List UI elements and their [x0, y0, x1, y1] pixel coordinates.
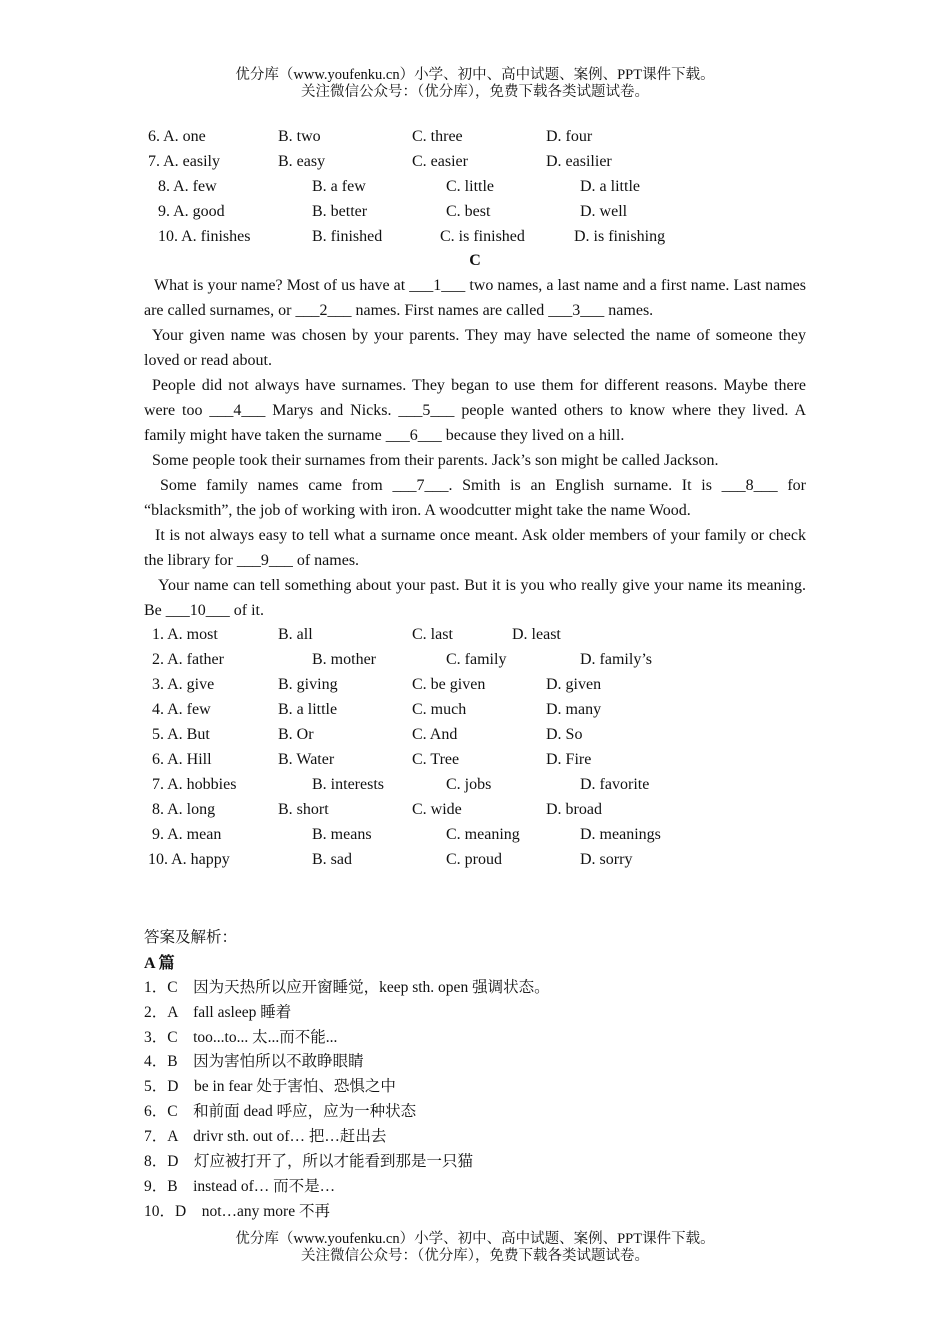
passage-paragraph: Your name can tell something about your past. But it is you who really give your name its meaning. Be ___10___ of it.	[144, 577, 806, 619]
footer-line-2: 关注微信公众号：（优分库），免费下载各类试题试卷。	[301, 1248, 649, 1264]
answer-item: 7．A drivr sth. out of… 把…赶出去	[144, 1128, 387, 1145]
answer-item: 4．B 因为害怕所以不敢睁眼睛	[144, 1053, 364, 1070]
passage-paragraph: Some family names came from ___7___. Smith is an English surname. It is ___8___ for “blacksmith”, the job of working with iron. A woodcutter might take the name Wood.	[144, 477, 806, 519]
option-a: 10. A. finishes	[158, 228, 251, 245]
answer-item: 10．D not…any more 不再	[144, 1203, 330, 1220]
passage-paragraph: Some people took their surnames from their parents. Jack’s son might be called Jackson.	[152, 452, 719, 469]
option-d: D. a little	[580, 178, 640, 195]
option-c: C. three	[412, 128, 463, 145]
option-a: 7. A. easily	[148, 153, 220, 170]
option-a: 5. A. But	[152, 726, 210, 743]
option-a: 2. A. father	[152, 651, 224, 668]
passage-paragraph: People did not always have surnames. They began to use them for different reasons. Maybe there were too ___4___ Marys and Nicks. ___5___ people wanted others to know where they lived. A family might have taken the surname ___6___ because they lived on a hill.	[144, 377, 806, 444]
option-b: B. giving	[278, 676, 338, 693]
option-row	[152, 651, 832, 676]
option-d: D. sorry	[580, 851, 633, 868]
page-header	[0, 67, 950, 101]
option-b: B. means	[312, 826, 372, 843]
footer-line-1: 优分库（www.youfenku.cn）小学、初中、高中试题、案例、PPT课件下载。	[235, 1231, 715, 1247]
option-b: B. mother	[312, 651, 376, 668]
answer-item: 6．C 和前面 dead 呼应，应为一种状态	[144, 1103, 417, 1120]
section-c-heading: C	[469, 252, 481, 269]
option-b: B. easy	[278, 153, 326, 170]
option-c: C. much	[412, 701, 467, 718]
option-d: D. given	[546, 676, 602, 693]
option-row	[148, 851, 828, 876]
answer-item: 5．D be in fear 处于害怕、恐惧之中	[144, 1078, 396, 1095]
option-c: C. little	[446, 178, 494, 195]
option-row	[158, 228, 838, 253]
passage-paragraph: It is not always easy to tell what a surname once meant. Ask older members of your family or check the library for ___9___ of names.	[144, 527, 806, 569]
option-d: D. broad	[546, 801, 602, 818]
option-c: C. And	[412, 726, 458, 743]
option-b: B. two	[278, 128, 321, 145]
option-b: B. Water	[278, 751, 335, 768]
option-d: D. meanings	[580, 826, 661, 843]
option-c: C. proud	[446, 851, 502, 868]
option-c: C. easier	[412, 153, 468, 170]
option-d: D. favorite	[580, 776, 650, 793]
answer-item: 8．D 灯应被打开了，所以才能看到那是一只猫	[144, 1153, 473, 1170]
option-c: C. family	[446, 651, 507, 668]
option-row	[158, 203, 838, 228]
header-line-2: 关注微信公众号：（优分库），免费下载各类试题试卷。	[301, 84, 649, 100]
option-b: B. Or	[278, 726, 314, 743]
option-a: 4. A. few	[152, 701, 211, 718]
header-line-1: 优分库（www.youfenku.cn）小学、初中、高中试题、案例、PPT课件下载。	[235, 67, 715, 83]
option-d: D. well	[580, 203, 628, 220]
option-a: 8. A. few	[158, 178, 217, 195]
option-row	[152, 676, 832, 701]
option-c: C. jobs	[446, 776, 492, 793]
passage-paragraph: Your given name was chosen by your parents. They may have selected the name of someone they loved or read about.	[144, 327, 806, 369]
answer-item: 1．C 因为天热所以应开窗睡觉，keep sth. open 强调状态。	[144, 979, 550, 996]
page-footer	[0, 1231, 950, 1265]
option-a: 3. A. give	[152, 676, 215, 693]
passage-paragraph: What is your name? Most of us have at ___1___ two names, a last name and a first name. Last names are called surnames, or ___2___ names. First names are called ___3___ names.	[144, 277, 806, 319]
option-d: D. least	[512, 626, 561, 643]
option-row	[148, 153, 828, 178]
option-a: 9. A. mean	[152, 826, 222, 843]
answers-title: 答案及解析：	[144, 929, 238, 946]
option-a: 7. A. hobbies	[152, 776, 237, 793]
option-c: C. be given	[412, 676, 486, 693]
option-d: D. easilier	[546, 153, 612, 170]
option-d: D. four	[546, 128, 593, 145]
answer-item: 3．C too...to... 太...而不能...	[144, 1029, 338, 1046]
option-row	[152, 776, 832, 801]
option-row	[152, 701, 832, 726]
option-b: B. all	[278, 626, 313, 643]
option-c: C. is finished	[440, 228, 525, 245]
option-c: C. wide	[412, 801, 462, 818]
option-a: 6. A. Hill	[152, 751, 212, 768]
answer-item: 9．B instead of… 而不是…	[144, 1178, 336, 1195]
option-c: C. best	[446, 203, 491, 220]
answers-section-title: A 篇	[144, 955, 175, 972]
option-a: 6. A. one	[148, 128, 206, 145]
option-b: B. a few	[312, 178, 366, 195]
option-b: B. interests	[312, 776, 384, 793]
option-a: 10. A. happy	[148, 851, 230, 868]
option-a: 9. A. good	[158, 203, 225, 220]
option-d: D. Fire	[546, 751, 592, 768]
option-d: D. So	[546, 726, 583, 743]
option-b: B. sad	[312, 851, 352, 868]
option-b: B. short	[278, 801, 329, 818]
option-b: B. finished	[312, 228, 383, 245]
option-b: B. a little	[278, 701, 338, 718]
option-row	[152, 751, 832, 776]
option-row	[152, 726, 832, 751]
option-d: D. many	[546, 701, 602, 718]
option-c: C. meaning	[446, 826, 520, 843]
option-c: C. Tree	[412, 751, 460, 768]
option-row	[148, 128, 828, 153]
option-row	[152, 626, 832, 651]
option-a: 1. A. most	[152, 626, 218, 643]
option-a: 8. A. long	[152, 801, 216, 818]
option-row	[158, 178, 838, 203]
option-d: D. is finishing	[574, 228, 666, 245]
option-row	[152, 826, 832, 851]
option-d: D. family’s	[580, 651, 652, 668]
option-row	[152, 801, 832, 826]
option-b: B. better	[312, 203, 368, 220]
answer-item: 2．A fall asleep 睡着	[144, 1004, 292, 1021]
option-c: C. last	[412, 626, 453, 643]
